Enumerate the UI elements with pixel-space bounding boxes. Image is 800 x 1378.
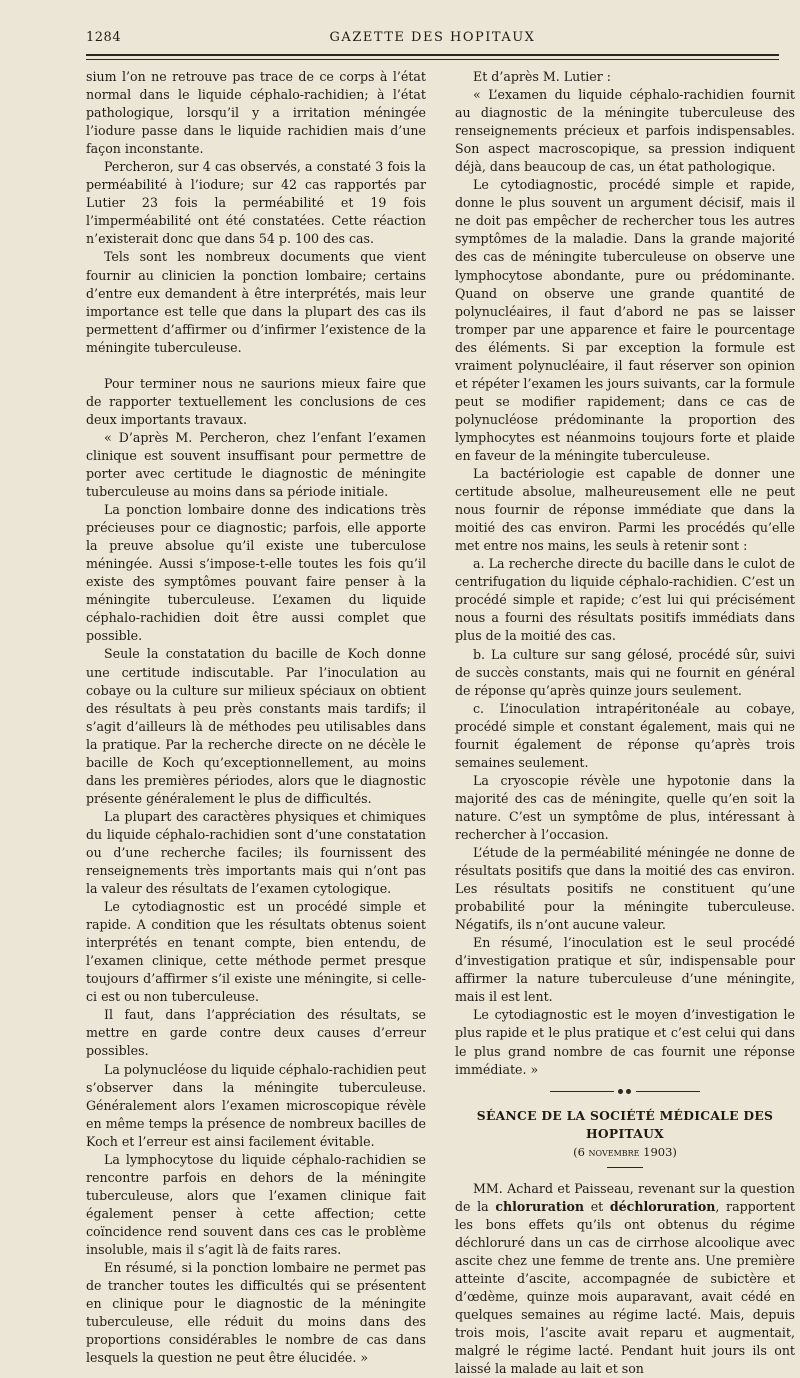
separator-line — [636, 1091, 700, 1092]
paragraph: La cryoscopie révèle une hypotonie dans la majorité des cas de méningite, quelle qu’en soit la nature. C’est un symptôme de plus, intéressant à rechercher à l’occasion. — [455, 772, 795, 842]
paragraph: En résumé, l’inoculation est le seul procédé d’investigation pratique et sûr, indispensable pour affirmer la nature tuberculeuse d’une méningite, mais il est lent. — [455, 935, 795, 1005]
paragraph: La lymphocytose du liquide céphalo-rachidien se rencontre parfois en dehors de la méningite tuberculeuse, alors que l’examen clinique fait également penser à cette affection; cette coïncidence rend souvent dans ces cas le problème insoluble, mais il s’agit là de faits rares. — [86, 1151, 426, 1257]
paragraph: c. L’inoculation intrapéritonéale au cobaye, procédé simple et constant également, mais qui ne fournit également de réponse qu’après trois semaines seulement. — [455, 700, 795, 770]
paragraph: « D’après M. Percheron, chez l’enfant l’examen clinique est souvent insuffisant pour permettre de porter avec certitude le diagnostic de méningite tuberculeuse au moins dans sa période initiale. — [86, 429, 426, 500]
paragraph: La bactériologie est capable de donner une certitude absolue, malheureusement elle ne peut nous fournir de réponse immédiate que dans la moitié des cas environ. Parmi les procédés qu’elle met entre nos mains, les seuls à retenir sont : — [455, 466, 795, 554]
right-column — [455, 68, 795, 1378]
paragraph: La plupart des caractères physiques et chimiques du liquide céphalo-rachidien sont d’une constatation ou d’une recherche faciles; ils fournissent des renseignements très importants mais qui n’ont pas la valeur des résultats de l’examen cytologique. — [86, 808, 426, 897]
section-separator — [550, 1088, 700, 1096]
section-paragraph — [455, 1180, 795, 1378]
section-date: (6 novembre 1903) — [573, 1144, 677, 1159]
separator-ornament-icon — [618, 1088, 632, 1095]
text-run: et — [584, 1198, 610, 1214]
paragraph: a. La recherche directe du bacille dans le culot de centrifugation du liquide céphalo-rachidien. C’est un procédé simple et rapide; c’est lui qui précisément nous a fourni des résultats positifs immédiats dans plus de la moitié des cas. — [455, 556, 795, 644]
header-rule-thick — [86, 54, 779, 56]
paragraph: L’étude de la perméabilité méningée ne donne de résultats positifs que dans la moitié des cas environ. Les résultats positifs ne constituent qu’une probabilité pour la méningite tuberculeuse. Négatifs, ils n’ont aucune valeur. — [455, 845, 795, 933]
header-rule-thin — [86, 59, 779, 60]
bold-term: chloruration — [495, 1198, 585, 1214]
paragraph: La ponction lombaire donne des indications très précieuses pour ce diagnostic; parfois, elle apporte la preuve absolue qu’il existe une tuberculose méningée. Aussi s’impose-t-elle toutes les fois qu’il existe des symptômes pouvant faire penser à la méningite tuberculeuse. L’examen du liquide céphalo-rachidien doit être aussi complet que possible. — [86, 502, 426, 644]
paragraph: Tels sont les nombreux documents que vient fournir au clinicien la ponction lombaire; certains d’entre eux demandent à être interprétés, mais leur importance est telle que dans la plupart des cas ils permettent d’affirmer ou d’infirmer l’existence de la méningite tuberculeuse. — [86, 249, 426, 355]
paragraph: Seule la constatation du bacille de Koch donne une certitude indiscutable. Par l’inoculation au cobaye ou la culture sur milieux spéciaux on obtient des résultats à peu près constants mais tardifs; il s’agit d’ailleurs là de méthodes peu utilisables dans la pratique. Par la recherche directe on ne décèle le bacille de Koch qu’exceptionnellement, au moins dans les premières périodes, alors que le diagnostic présente généralement le plus de difficultés. — [86, 646, 426, 806]
paragraph: Le cytodiagnostic, procédé simple et rapide, donne le plus souvent un argument décisif, mais il ne doit pas empêcher de rechercher tous les autres symptômes de la maladie. Dans la grande majorité des cas de méningite tuberculeuse on observe une lymphocytose abondante, pure ou prédominante. Quand on observe une grande quantité de polynucléaires, il faut d’abord ne pas se laisser tromper par une apparence et faire le pourcentage des éléments. Si par exception la formule est vraiment polynucléaire, il faut réserver son opinion et répéter l’examen les jours suivants, car la formule peut se modifier rapidement; dans ce cas de polynucléose prédominante la proportion des lymphocytes est néanmoins toujours forte et plaide en faveur de la méningite tuberculeuse. — [455, 177, 795, 463]
bold-term: déchloruration — [609, 1198, 716, 1214]
text-run: , rapportent les bons effets qu’ils ont obtenus du régime déchloruré dans un cas de cirrhose alcoolique avec ascite chez une femme de trente ans. Une première atteinte d’ascite, accompagnée de subictère et d’œdème, quinze mois auparavant, avait cédé en quelques semaines au régime lacté. Mais, depuis trois mois, l’ascite avait reparu et augmentait, malgré le régime lacté. Pendant huit jours ils ont laissé la malade au lait et son — [455, 1198, 795, 1377]
page-header — [86, 30, 779, 50]
paragraph: « L’examen du liquide céphalo-rachidien fournit au diagnostic de la méningite tuberculeuse des renseignements précieux et parfois indispensables. Son aspect macroscopique, sa pression indiquent déjà, dans beaucoup de cas, un état pathologique. — [455, 87, 795, 175]
journal-title: GAZETTE DES HOPITAUX — [329, 30, 536, 45]
paragraph: En résumé, si la ponction lombaire ne permet pas de trancher toutes les difficultés qui se présentent en clinique pour le diagnostic de la méningite tuberculeuse, elle réduit du moins dans des proportions considérables le nombre de cas dans lesquels la question ne peut être élucidée. » — [86, 1260, 426, 1366]
paragraph: Percheron, sur 4 cas observés, a constaté 3 fois la perméabilité à l’iodure; sur 42 cas rapportés par Lutier 23 fois la perméabilité et 19 fois l’imperméabilité ont été constatées. Cette réaction n’existerait donc que dans 54 p. 100 des cas. — [86, 159, 426, 247]
paragraph: Et d’après M. Lutier : — [473, 69, 612, 84]
paragraph: sium l’on ne retrouve pas trace de ce corps à l’état normal dans le liquide céphalo-rachidien; à l’état pathologique, lorsqu’il y a irritation méningée l’iodure passe dans le liquide rachidien mais d’une façon inconstante. — [86, 69, 426, 157]
separator-line — [550, 1091, 614, 1092]
paragraph: Le cytodiagnostic est le moyen d’investigation le plus rapide et le plus pratique et c’est celui qui dans le plus grand nombre de cas fournit une réponse immédiate. » — [455, 1007, 795, 1077]
paragraph: b. La culture sur sang gélosé, procédé sûr, suivi de succès constants, mais qui ne fournit en général de réponse qu’après quinze jours seulement. — [455, 646, 795, 698]
paragraph: Le cytodiagnostic est un procédé simple et rapide. A condition que les résultats obtenus soient interprétés en tenant compte, bien entendu, de l’examen clinique, cette méthode permet presque toujours d’affirmer s’il existe une méningite, si celle-ci est ou non tuberculeuse. — [86, 899, 426, 1005]
section-heading: SÉANCE DE LA SOCIÉTÉ MÉDICALE DES HOPITAUX — [476, 1107, 774, 1141]
left-column — [86, 68, 426, 1367]
page-number: 1284 — [86, 30, 122, 45]
paragraph: La polynucléose du liquide céphalo-rachidien peut s’observer dans la méningite tuberculeuse. Généralement alors l’examen microscopique révèle en même temps la présence de nombreux bacilles de Koch et l’erreur est ainsi facilement évitable. — [86, 1061, 426, 1149]
paragraph: Il faut, dans l’appréciation des résultats, se mettre en garde contre deux causes d’erreur possibles. — [86, 1007, 426, 1059]
text-run: MM. Achard et Paisseau, revenant sur la question de la — [455, 1180, 795, 1214]
short-rule — [607, 1167, 643, 1168]
paragraph: Pour terminer nous ne saurions mieux faire que de rapporter textuellement les conclusions de ces deux importants travaux. — [86, 375, 426, 427]
